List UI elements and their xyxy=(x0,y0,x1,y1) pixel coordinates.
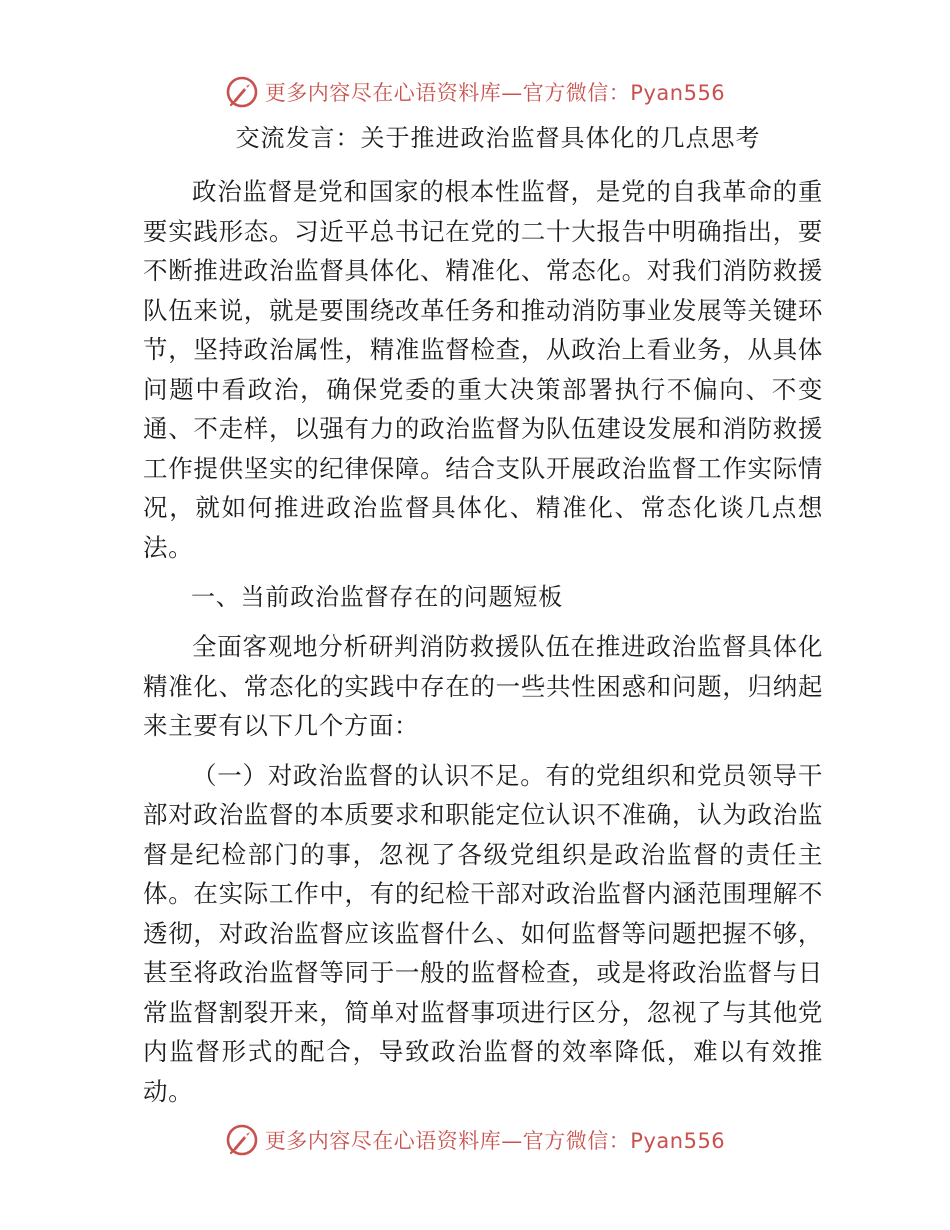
header-watermark-text: 更多内容尽在心语资料库—官方微信：Pyan556 xyxy=(264,81,726,105)
footer-watermark-banner xyxy=(0,1120,950,1160)
document-body xyxy=(143,118,823,1121)
pen-nib-logo-icon xyxy=(225,75,259,109)
pen-nib-logo-icon xyxy=(225,1123,259,1157)
header-watermark-banner xyxy=(0,72,950,112)
document-title: 交流发言：关于推进政治监督具体化的几点思考 xyxy=(235,124,761,152)
footer-watermark-content xyxy=(225,1123,725,1157)
section-intro-paragraph: 全面客观地分析研判消防救援队伍在推进政治监督具体化精准化、常态化的实践中存在的一些共性困惑和问题，归纳起来主要有以下几个方面： xyxy=(143,632,823,740)
header-watermark-content xyxy=(225,75,725,109)
section-heading: 一、当前政治监督存在的问题短板 xyxy=(191,583,563,611)
footer-watermark-text: 更多内容尽在心语资料库—官方微信：Pyan556 xyxy=(264,1129,726,1153)
subsection-one-paragraph: （一）对政治监督的认识不足。有的党组织和党员领导干部对政治监督的本质要求和职能定位认识不准确，认为政治监督是纪检部门的事，忽视了各级党组织是政治监督的责任主体。在实际工作中，有的纪检干部对政治监督内涵范围理解不透彻，对政治监督应该监督什么、如何监督等问题把握不够，甚至将政治监督等同于一般的监督检查，或是将政治监督与日常监督割裂开来，简单对监督事项进行区分，忽视了与其他党内监督形式的配合，导致政治监督的效率降低，难以有效推动。 xyxy=(143,760,823,1106)
intro-paragraph: 政治监督是党和国家的根本性监督，是党的自我革命的重要实践形态。习近平总书记在党的二十大报告中明确指出，要不断推进政治监督具体化、精准化、常态化。对我们消防救援队伍来说，就是要围绕改革任务和推动消防事业发展等关键环节，坚持政治属性，精准监督检查，从政治上看业务，从具体问题中看政治，确保党委的重大决策部署执行不偏向、不变通、不走样，以强有力的政治监督为队伍建设发展和消防救援工作提供坚实的纪律保障。结合支队开展政治监督工作实际情况，就如何推进政治监督具体化、精准化、常态化谈几点想法。 xyxy=(143,177,823,562)
